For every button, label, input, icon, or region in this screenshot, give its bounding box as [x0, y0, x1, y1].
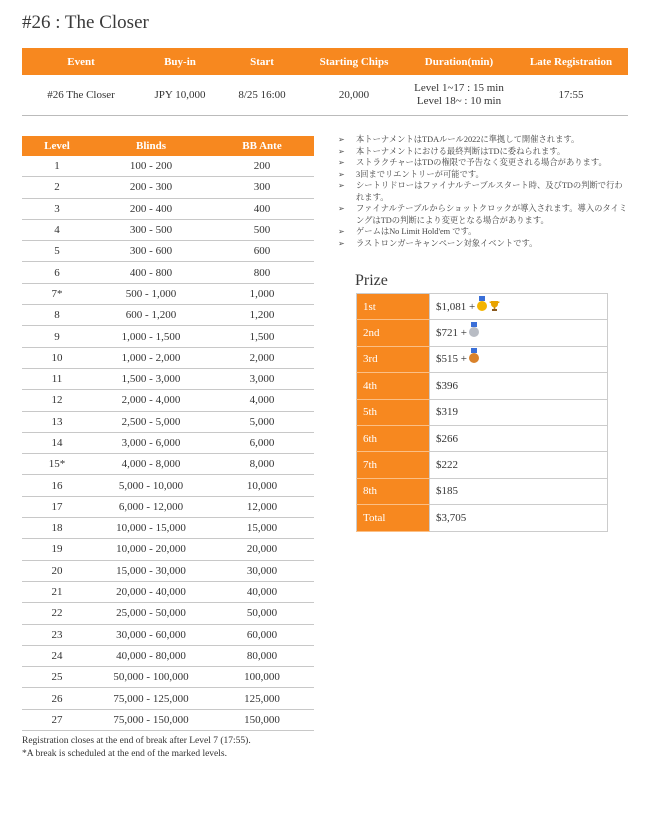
table-row: [22, 241, 314, 262]
prize-row: [357, 452, 608, 478]
event-row: [22, 75, 628, 116]
bb-ante-cell: 4,000: [210, 390, 314, 411]
arrow-bullet-icon: ➢: [338, 169, 345, 179]
arrow-bullet-icon: ➢: [338, 135, 345, 144]
prize-amount-cell: [430, 346, 608, 372]
level-cell: 24: [22, 645, 92, 666]
event-name: #26 The Closer: [22, 75, 140, 116]
prize-place: 7th: [357, 452, 430, 478]
footnote-registration: Registration closes at the end of break after Level 7 (17:55).: [22, 736, 251, 746]
table-row: [22, 390, 314, 411]
prize-amount-cell: [430, 452, 608, 478]
arrow-bullet-icon: ➢: [338, 227, 345, 236]
prize-amount-cell: [430, 505, 608, 531]
table-row: [22, 283, 314, 304]
blinds-cell: 400 - 800: [92, 262, 210, 283]
bb-ante-cell: 20,000: [210, 539, 314, 560]
note-item: [338, 146, 628, 158]
note-item: [338, 134, 628, 146]
prize-row: [357, 346, 608, 372]
arrow-bullet-icon: ➢: [338, 204, 345, 213]
prize-row: [357, 294, 608, 320]
trophy-icon: [489, 300, 500, 312]
prize-row: [357, 478, 608, 504]
bb-ante-cell: 50,000: [210, 603, 314, 624]
prize-place: 1st: [357, 294, 430, 320]
prize-row: [357, 373, 608, 399]
table-row: [22, 305, 314, 326]
bb-ante-cell: 40,000: [210, 581, 314, 602]
prize-amount: $721 +: [436, 327, 467, 340]
prize-amount-cell: [430, 478, 608, 504]
prize-amount-cell: [430, 373, 608, 399]
table-row: [22, 539, 314, 560]
blinds-cell: 2,000 - 4,000: [92, 390, 210, 411]
table-row: [22, 432, 314, 453]
note-item: [338, 157, 628, 169]
prize-amount: $319: [436, 406, 458, 419]
prize-amount: $515 +: [436, 353, 467, 366]
blinds-cell: 10,000 - 15,000: [92, 518, 210, 539]
bb-ante-cell: 200: [210, 156, 314, 177]
level-cell: 25: [22, 667, 92, 688]
prize-place: 4th: [357, 373, 430, 399]
bronze-medal-icon: [469, 353, 479, 363]
prize-amount: $266: [436, 432, 458, 445]
bb-ante-cell: 600: [210, 241, 314, 262]
blinds-cell: 40,000 - 80,000: [92, 645, 210, 666]
table-row: [22, 496, 314, 517]
blinds-cell: 300 - 500: [92, 219, 210, 240]
note-item: [338, 169, 628, 181]
blinds-cell: 3,000 - 6,000: [92, 432, 210, 453]
rules-notes-list: [338, 134, 628, 249]
arrow-bullet-icon: ➢: [338, 181, 345, 190]
prize-place: 6th: [357, 425, 430, 451]
arrow-bullet-icon: ➢: [338, 158, 345, 167]
level-cell: 26: [22, 688, 92, 709]
note-item: [338, 238, 628, 250]
column-header-blinds: Blinds: [92, 136, 210, 156]
blinds-cell: 10,000 - 20,000: [92, 539, 210, 560]
prize-place: 3rd: [357, 346, 430, 372]
blinds-cell: 2,500 - 5,000: [92, 411, 210, 432]
prize-title: Prize: [355, 272, 388, 289]
bb-ante-cell: 6,000: [210, 432, 314, 453]
table-row: [22, 219, 314, 240]
note-item: [338, 226, 628, 238]
note-text: ファイナルテーブルからショットクロックが導入されます。導入のタイミングはTDの判断により変更となる場合があります。: [356, 204, 628, 225]
level-cell: 7*: [22, 283, 92, 304]
table-row: [22, 560, 314, 581]
column-header-bb-ante: BB Ante: [210, 136, 314, 156]
prize-amount: $185: [436, 485, 458, 498]
table-row: [22, 156, 314, 177]
level-cell: 2: [22, 177, 92, 198]
gold-medal-icon: [477, 301, 487, 311]
level-cell: 6: [22, 262, 92, 283]
level-cell: 5: [22, 241, 92, 262]
blinds-cell: 15,000 - 30,000: [92, 560, 210, 581]
bb-ante-cell: 150,000: [210, 709, 314, 730]
blind-structure-table: [22, 136, 314, 731]
level-cell: 4: [22, 219, 92, 240]
prize-amount-cell: [430, 294, 608, 320]
note-text: ゲームはNo Limit Hold'em です。: [356, 227, 477, 236]
blinds-cell: 30,000 - 60,000: [92, 624, 210, 645]
prize-amount: $3,705: [436, 511, 467, 524]
blinds-cell: 50,000 - 100,000: [92, 667, 210, 688]
duration-line-2: Level 18~ : 10 min: [416, 95, 502, 107]
prize-row: [357, 320, 608, 346]
silver-medal-icon: [469, 327, 479, 337]
bb-ante-cell: 1,200: [210, 305, 314, 326]
column-header-late-registration: Late Registration: [514, 48, 628, 75]
level-cell: 8: [22, 305, 92, 326]
bb-ante-cell: 3,000: [210, 368, 314, 389]
blinds-cell: 75,000 - 150,000: [92, 709, 210, 730]
bb-ante-cell: 300: [210, 177, 314, 198]
arrow-bullet-icon: ➢: [338, 146, 345, 156]
prize-amount: $222: [436, 459, 458, 472]
bb-ante-cell: 100,000: [210, 667, 314, 688]
table-row: [22, 177, 314, 198]
table-row: [22, 262, 314, 283]
level-cell: 10: [22, 347, 92, 368]
bb-ante-cell: 800: [210, 262, 314, 283]
blinds-cell: 100 - 200: [92, 156, 210, 177]
blind-structure-header: [22, 136, 314, 156]
event-buyin: JPY 10,000: [140, 75, 220, 116]
table-row: [22, 475, 314, 496]
bb-ante-cell: 1,500: [210, 326, 314, 347]
table-row: [22, 603, 314, 624]
note-text: ラストロンガーキャンペーン対象イベントです。: [356, 238, 538, 248]
event-table-header: [22, 48, 628, 75]
bb-ante-cell: 15,000: [210, 518, 314, 539]
column-header-level: Level: [22, 136, 92, 156]
prize-row: [357, 425, 608, 451]
column-header-starting-chips: Starting Chips: [304, 48, 404, 75]
level-cell: 11: [22, 368, 92, 389]
table-row: [22, 347, 314, 368]
note-item: [338, 203, 628, 226]
level-cell: 19: [22, 539, 92, 560]
prize-row: [357, 399, 608, 425]
note-item: [338, 180, 628, 203]
blinds-cell: 1,000 - 2,000: [92, 347, 210, 368]
column-header-duration: Duration(min): [404, 48, 514, 75]
bb-ante-cell: 8,000: [210, 454, 314, 475]
prize-row: [357, 505, 608, 531]
table-row: [22, 709, 314, 730]
level-cell: 12: [22, 390, 92, 411]
level-cell: 3: [22, 198, 92, 219]
event-starting-chips: 20,000: [304, 75, 404, 116]
note-text: 3回までリエントリーが可能です。: [356, 169, 484, 179]
table-row: [22, 518, 314, 539]
blinds-cell: 20,000 - 40,000: [92, 581, 210, 602]
prize-place: 5th: [357, 399, 430, 425]
blinds-cell: 600 - 1,200: [92, 305, 210, 326]
level-cell: 27: [22, 709, 92, 730]
note-text: シートリドローはファイナルテーブルスタート時、及びTDの判断で行われます。: [356, 181, 623, 202]
table-row: [22, 688, 314, 709]
level-cell: 20: [22, 560, 92, 581]
page-title: #26 : The Closer: [22, 12, 149, 33]
blinds-cell: 75,000 - 125,000: [92, 688, 210, 709]
level-cell: 1: [22, 156, 92, 177]
bb-ante-cell: 10,000: [210, 475, 314, 496]
table-row: [22, 411, 314, 432]
bb-ante-cell: 400: [210, 198, 314, 219]
footnotes: [22, 735, 251, 761]
bb-ante-cell: 2,000: [210, 347, 314, 368]
blinds-cell: 1,000 - 1,500: [92, 326, 210, 347]
prize-amount: $396: [436, 379, 458, 392]
footnote-break: *A break is scheduled at the end of the marked levels.: [22, 749, 227, 759]
prize-place: 2nd: [357, 320, 430, 346]
table-row: [22, 645, 314, 666]
bb-ante-cell: 30,000: [210, 560, 314, 581]
level-cell: 22: [22, 603, 92, 624]
prize-table: [356, 293, 608, 532]
column-header-buyin: Buy-in: [140, 48, 220, 75]
table-row: [22, 581, 314, 602]
prize-amount-cell: [430, 425, 608, 451]
level-cell: 21: [22, 581, 92, 602]
event-start: 8/25 16:00: [220, 75, 304, 116]
table-row: [22, 198, 314, 219]
level-cell: 17: [22, 496, 92, 517]
duration-line-1: Level 1~17 : 15 min: [414, 82, 504, 94]
bb-ante-cell: 1,000: [210, 283, 314, 304]
bb-ante-cell: 5,000: [210, 411, 314, 432]
column-header-event: Event: [22, 48, 140, 75]
bb-ante-cell: 12,000: [210, 496, 314, 517]
arrow-bullet-icon: ➢: [338, 238, 345, 248]
prize-amount-cell: [430, 320, 608, 346]
level-cell: 9: [22, 326, 92, 347]
table-row: [22, 667, 314, 688]
blinds-cell: 5,000 - 10,000: [92, 475, 210, 496]
level-cell: 18: [22, 518, 92, 539]
column-header-start: Start: [220, 48, 304, 75]
bb-ante-cell: 60,000: [210, 624, 314, 645]
note-text: ストラクチャーはTDの権限で予告なく変更される場合があります。: [356, 158, 607, 167]
note-text: 本トーナメントにおける最終判断はTDに委ねられます。: [356, 146, 566, 156]
level-cell: 14: [22, 432, 92, 453]
blinds-cell: 200 - 300: [92, 177, 210, 198]
blinds-cell: 25,000 - 50,000: [92, 603, 210, 624]
blinds-cell: 6,000 - 12,000: [92, 496, 210, 517]
note-text: 本トーナメントはTDAルール2022に準拠して開催されます。: [356, 135, 580, 144]
prize-amount-cell: [430, 399, 608, 425]
blinds-cell: 4,000 - 8,000: [92, 454, 210, 475]
table-row: [22, 454, 314, 475]
level-cell: 13: [22, 411, 92, 432]
table-row: [22, 624, 314, 645]
blinds-cell: 500 - 1,000: [92, 283, 210, 304]
level-cell: 23: [22, 624, 92, 645]
bb-ante-cell: 80,000: [210, 645, 314, 666]
blinds-cell: 200 - 400: [92, 198, 210, 219]
prize-place: 8th: [357, 478, 430, 504]
event-duration: [404, 75, 514, 116]
blinds-cell: 1,500 - 3,000: [92, 368, 210, 389]
bb-ante-cell: 500: [210, 219, 314, 240]
bb-ante-cell: 125,000: [210, 688, 314, 709]
level-cell: 16: [22, 475, 92, 496]
level-cell: 15*: [22, 454, 92, 475]
prize-amount: $1,081 +: [436, 301, 476, 314]
event-late-registration: 17:55: [514, 75, 628, 116]
event-table: [22, 48, 628, 116]
prize-place: Total: [357, 505, 430, 531]
blinds-cell: 300 - 600: [92, 241, 210, 262]
table-row: [22, 368, 314, 389]
table-row: [22, 326, 314, 347]
